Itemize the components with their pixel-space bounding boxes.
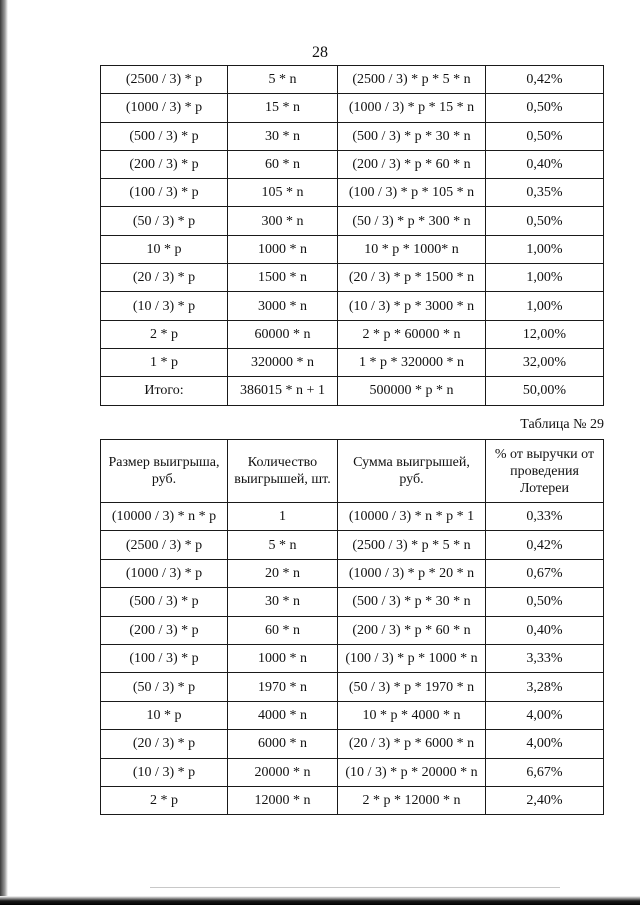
- cell-prize-sum: (500 / 3) * p * 30 * n: [338, 122, 486, 150]
- table-row: [101, 786, 604, 814]
- table-row: [101, 207, 604, 235]
- table-row: [101, 94, 604, 122]
- table-row: [101, 292, 604, 320]
- prize-table-continued-body: [101, 66, 604, 406]
- cell-prize-count: 386015 * n + 1: [228, 377, 338, 405]
- prize-table-29-body: [101, 503, 604, 815]
- cell-revenue-percent: 1,00%: [486, 292, 604, 320]
- cell-revenue-percent: 4,00%: [486, 730, 604, 758]
- cell-revenue-percent: 32,00%: [486, 348, 604, 376]
- cell-revenue-percent: 3,33%: [486, 644, 604, 672]
- cell-prize-sum: 2 * p * 60000 * n: [338, 320, 486, 348]
- scan-edge-bottom: [0, 896, 640, 905]
- cell-prize-count: 6000 * n: [228, 730, 338, 758]
- cell-prize-size: 10 * p: [101, 235, 228, 263]
- cell-prize-count: 5 * n: [228, 66, 338, 94]
- cell-prize-count: 1970 * n: [228, 673, 338, 701]
- cell-prize-count: 15 * n: [228, 94, 338, 122]
- cell-prize-size: (1000 / 3) * p: [101, 559, 228, 587]
- cell-prize-size: (50 / 3) * p: [101, 673, 228, 701]
- cell-revenue-percent: 4,00%: [486, 701, 604, 729]
- cell-prize-sum: (1000 / 3) * p * 15 * n: [338, 94, 486, 122]
- page-number: 28: [312, 44, 328, 61]
- cell-revenue-percent: 0,35%: [486, 179, 604, 207]
- prize-table-continued: [100, 65, 604, 406]
- cell-prize-sum: (100 / 3) * p * 1000 * n: [338, 644, 486, 672]
- cell-prize-size: (2500 / 3) * p: [101, 66, 228, 94]
- cell-prize-size: (500 / 3) * p: [101, 588, 228, 616]
- cell-revenue-percent: 0,33%: [486, 503, 604, 531]
- table-row: [101, 730, 604, 758]
- header-prize-size: Размер выигрыша, руб.: [101, 440, 228, 503]
- cell-prize-sum: (10000 / 3) * n * p * 1: [338, 503, 486, 531]
- table-row: [101, 377, 604, 405]
- cell-prize-sum: (500 / 3) * p * 30 * n: [338, 588, 486, 616]
- table-caption: Таблица № 29: [520, 417, 604, 432]
- cell-prize-size: (10 / 3) * p: [101, 758, 228, 786]
- cell-prize-count: 300 * n: [228, 207, 338, 235]
- table-row: [101, 264, 604, 292]
- cell-prize-size: (1000 / 3) * p: [101, 94, 228, 122]
- table-row: [101, 616, 604, 644]
- cell-prize-count: 320000 * n: [228, 348, 338, 376]
- cell-prize-count: 1500 * n: [228, 264, 338, 292]
- table-row: [101, 235, 604, 263]
- table-row: [101, 320, 604, 348]
- cell-revenue-percent: 0,67%: [486, 559, 604, 587]
- table-header-row: [101, 440, 604, 503]
- header-prize-count: Количество выигрышей, шт.: [228, 440, 338, 503]
- table-row: [101, 559, 604, 587]
- cell-prize-size: (10 / 3) * p: [101, 292, 228, 320]
- cell-prize-size: (2500 / 3) * p: [101, 531, 228, 559]
- cell-revenue-percent: 0,50%: [486, 588, 604, 616]
- table-row: [101, 122, 604, 150]
- cell-revenue-percent: 0,50%: [486, 207, 604, 235]
- cell-prize-sum: (50 / 3) * p * 1970 * n: [338, 673, 486, 701]
- table-row: [101, 66, 604, 94]
- cell-revenue-percent: 1,00%: [486, 235, 604, 263]
- table-row: [101, 150, 604, 178]
- cell-prize-sum: (1000 / 3) * p * 20 * n: [338, 559, 486, 587]
- cell-prize-sum: 500000 * p * n: [338, 377, 486, 405]
- cell-revenue-percent: 12,00%: [486, 320, 604, 348]
- cell-prize-count: 1: [228, 503, 338, 531]
- cell-revenue-percent: 3,28%: [486, 673, 604, 701]
- cell-prize-size: (20 / 3) * p: [101, 264, 228, 292]
- table-row: [101, 701, 604, 729]
- cell-prize-count: 1000 * n: [228, 235, 338, 263]
- table-row: [101, 531, 604, 559]
- cell-prize-sum: 1 * p * 320000 * n: [338, 348, 486, 376]
- cell-prize-count: 20 * n: [228, 559, 338, 587]
- table-row: [101, 503, 604, 531]
- table-row: [101, 673, 604, 701]
- cell-prize-count: 30 * n: [228, 588, 338, 616]
- cell-prize-size: (500 / 3) * p: [101, 122, 228, 150]
- cell-prize-size: (10000 / 3) * n * p: [101, 503, 228, 531]
- cell-prize-sum: (2500 / 3) * p * 5 * n: [338, 531, 486, 559]
- cell-prize-sum: (2500 / 3) * p * 5 * n: [338, 66, 486, 94]
- cell-prize-sum: (200 / 3) * p * 60 * n: [338, 150, 486, 178]
- cell-prize-size: 10 * p: [101, 701, 228, 729]
- cell-prize-sum: 10 * p * 4000 * n: [338, 701, 486, 729]
- cell-prize-sum: (100 / 3) * p * 105 * n: [338, 179, 486, 207]
- cell-prize-count: 60 * n: [228, 150, 338, 178]
- table-row: [101, 758, 604, 786]
- scan-footer-line: [150, 887, 560, 888]
- cell-prize-sum: (200 / 3) * p * 60 * n: [338, 616, 486, 644]
- cell-prize-size: (200 / 3) * p: [101, 616, 228, 644]
- cell-revenue-percent: 1,00%: [486, 264, 604, 292]
- cell-prize-sum: 2 * p * 12000 * n: [338, 786, 486, 814]
- cell-prize-count: 20000 * n: [228, 758, 338, 786]
- cell-prize-sum: (20 / 3) * p * 1500 * n: [338, 264, 486, 292]
- cell-prize-size: (50 / 3) * p: [101, 207, 228, 235]
- table-row: [101, 588, 604, 616]
- table-row: [101, 179, 604, 207]
- cell-prize-count: 60 * n: [228, 616, 338, 644]
- cell-prize-sum: (10 / 3) * p * 20000 * n: [338, 758, 486, 786]
- cell-revenue-percent: 0,42%: [486, 531, 604, 559]
- cell-prize-size: (20 / 3) * p: [101, 730, 228, 758]
- cell-prize-count: 1000 * n: [228, 644, 338, 672]
- cell-prize-size: (100 / 3) * p: [101, 644, 228, 672]
- cell-prize-size: 1 * p: [101, 348, 228, 376]
- cell-prize-sum: 10 * p * 1000* n: [338, 235, 486, 263]
- cell-prize-count: 12000 * n: [228, 786, 338, 814]
- cell-prize-size: 2 * p: [101, 786, 228, 814]
- cell-revenue-percent: 0,40%: [486, 150, 604, 178]
- cell-prize-count: 60000 * n: [228, 320, 338, 348]
- cell-revenue-percent: 6,67%: [486, 758, 604, 786]
- cell-prize-count: 105 * n: [228, 179, 338, 207]
- table-row: [101, 644, 604, 672]
- cell-revenue-percent: 50,00%: [486, 377, 604, 405]
- cell-revenue-percent: 0,50%: [486, 122, 604, 150]
- header-revenue-percent: % от выручки от проведения Лотереи: [486, 440, 604, 503]
- cell-prize-count: 30 * n: [228, 122, 338, 150]
- cell-revenue-percent: 2,40%: [486, 786, 604, 814]
- cell-prize-size: (200 / 3) * p: [101, 150, 228, 178]
- scan-edge-left: [0, 0, 8, 905]
- table-row: [101, 348, 604, 376]
- cell-prize-size: Итого:: [101, 377, 228, 405]
- cell-prize-count: 5 * n: [228, 531, 338, 559]
- prize-table-29: [100, 439, 604, 815]
- cell-revenue-percent: 0,50%: [486, 94, 604, 122]
- cell-prize-sum: (10 / 3) * p * 3000 * n: [338, 292, 486, 320]
- header-prize-sum: Сумма выигрышей, руб.: [338, 440, 486, 503]
- cell-revenue-percent: 0,42%: [486, 66, 604, 94]
- cell-prize-count: 4000 * n: [228, 701, 338, 729]
- cell-prize-size: (100 / 3) * p: [101, 179, 228, 207]
- cell-prize-sum: (50 / 3) * p * 300 * n: [338, 207, 486, 235]
- cell-prize-count: 3000 * n: [228, 292, 338, 320]
- cell-prize-size: 2 * p: [101, 320, 228, 348]
- cell-prize-sum: (20 / 3) * p * 6000 * n: [338, 730, 486, 758]
- cell-revenue-percent: 0,40%: [486, 616, 604, 644]
